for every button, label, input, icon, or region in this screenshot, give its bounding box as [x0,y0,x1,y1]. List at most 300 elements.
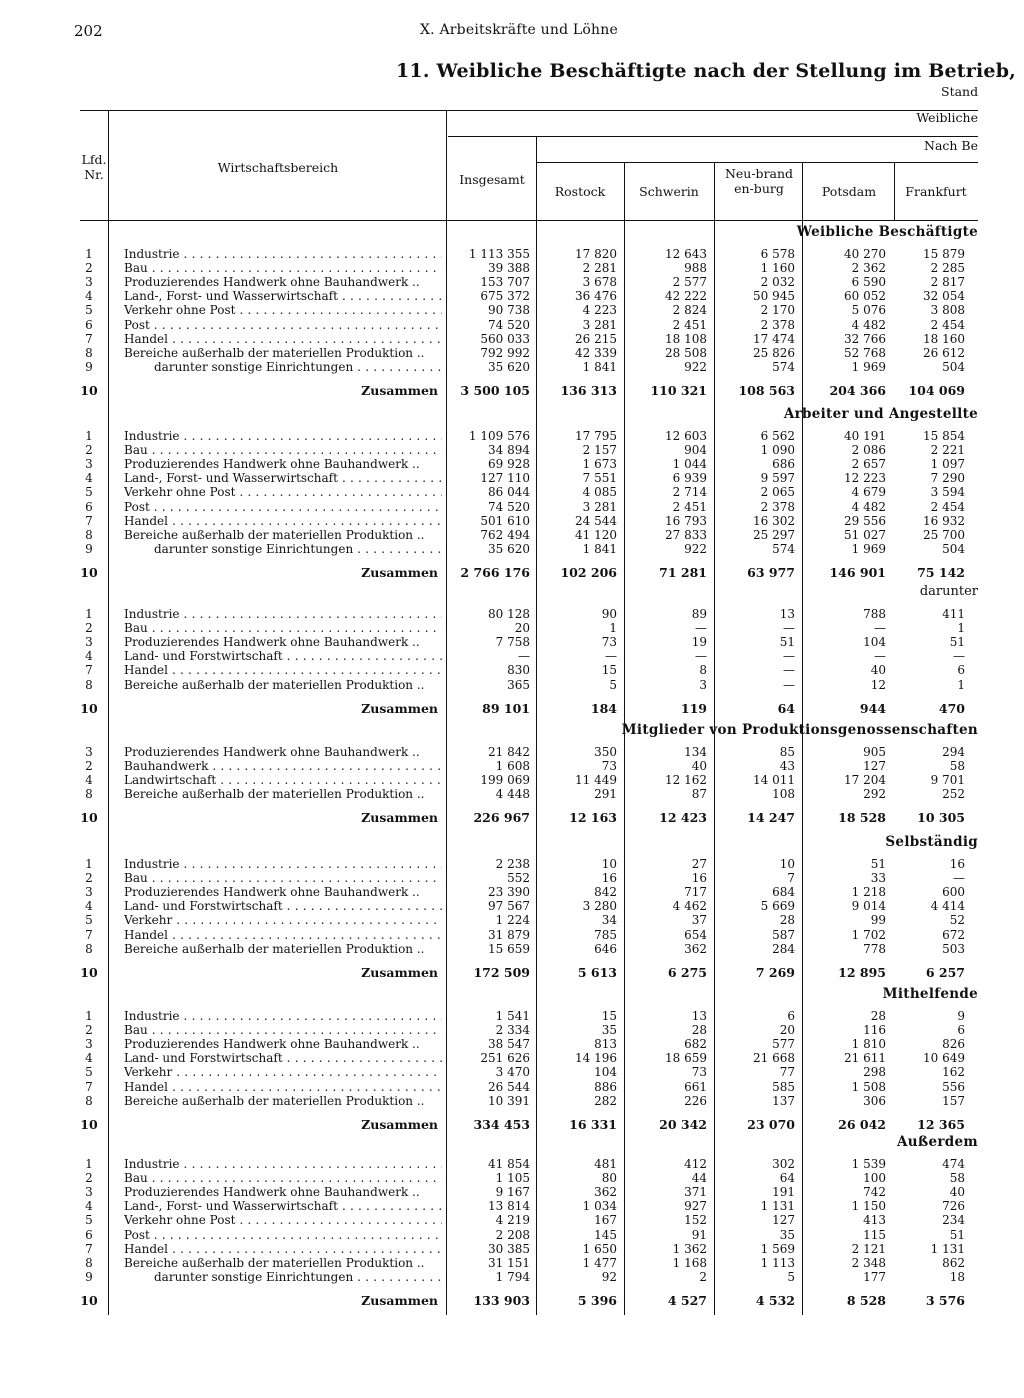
row-number: 3 [85,635,93,650]
table-row [0,303,1024,317]
row-label: Land- und Forstwirtschaft . . . [124,1051,442,1065]
row-number: 8 [85,1093,93,1108]
row-label: Bau . . . [124,621,442,635]
cell-value: — [783,677,795,692]
table-row [0,857,1024,871]
cell-value: 191 [772,1185,795,1200]
cell-value: 5 613 [577,964,617,980]
row-label: Industrie . . . [124,1009,442,1023]
cell-value: 2 170 [760,303,795,318]
row-number: 10 [80,964,98,980]
cell-value: 2 657 [851,457,886,472]
cell-value: 350 [594,745,617,759]
cell-value: 51 [870,857,886,871]
row-number: 4 [85,471,93,486]
cell-value: 100 [863,1171,886,1186]
row-label: Bereiche außerhalb der materiellen Produktion .. [124,1093,425,1108]
cell-value: 3 281 [582,317,617,332]
cell-value: 2 238 [495,857,530,871]
cell-value: 26 544 [488,1079,530,1094]
table-row [0,1256,1024,1270]
cell-value: 3 678 [582,275,617,290]
total-row [0,702,1024,716]
row-label: Industrie . . . [124,607,442,621]
cell-value: 2 451 [672,499,707,514]
cell-value: 12 643 [665,247,707,261]
cell-value: 560 033 [480,331,530,346]
cell-value: 15 854 [923,429,965,443]
row-number: 6 [85,499,93,514]
row-label: Bauhandwerk . . . [124,759,442,773]
cell-value: 26 042 [838,1116,886,1132]
row-label: Produzierendes Handwerk ohne Bauhandwerk .. [124,457,420,472]
cell-value: 69 928 [488,457,530,472]
cell-value: 1 113 [760,1255,795,1270]
cell-value: 64 [779,1171,795,1186]
header-nach: Nach Be [924,138,978,153]
cell-value: 97 567 [488,899,530,914]
cell-value: 1 131 [930,1241,965,1256]
cell-value: 41 854 [488,1157,530,1171]
row-label: Bereiche außerhalb der materiellen Produktion .. [124,527,425,542]
cell-value: 11 449 [575,773,617,788]
row-number: 7 [85,927,93,942]
cell-value: 5 076 [851,303,886,318]
cell-value: 2 348 [851,1255,886,1270]
cell-value: 1 044 [672,457,707,472]
cell-value: 886 [594,1079,617,1094]
table-row [0,1270,1024,1284]
cell-value: 27 833 [665,527,707,542]
cell-value: 12 365 [917,1116,965,1132]
row-label: Industrie . . . [124,247,442,261]
cell-value: 504 [942,541,965,556]
cell-value: 556 [942,1079,965,1094]
cell-value: 9 701 [930,773,965,788]
cell-value: 1 794 [495,1269,530,1284]
cell-value: 904 [684,443,707,458]
row-number: 5 [85,303,93,318]
cell-value: 5 [787,1269,795,1284]
cell-value: 127 110 [480,471,530,486]
cell-value: 1 569 [760,1241,795,1256]
cell-value: 7 290 [930,471,965,486]
row-label: Handel . . . [124,928,442,942]
cell-value: 23 390 [488,885,530,900]
section-title: Mitglieder von Produktionsgenossenschaften [621,722,978,738]
cell-value: 411 [942,607,965,621]
cell-value: 778 [863,941,886,956]
cell-value: 90 [601,607,617,621]
cell-value: 18 659 [665,1051,707,1066]
cell-value: 661 [684,1079,707,1094]
cell-value: 577 [772,1037,795,1052]
cell-value: 15 659 [488,941,530,956]
row-label: Handel . . . [124,514,442,528]
cell-value: 2 032 [760,275,795,290]
cell-value: 115 [863,1227,886,1242]
section-title: Weibliche Beschäftigte [796,224,978,240]
cell-value: 294 [942,745,965,759]
cell-value: 2 577 [672,275,707,290]
cell-value: 2 766 176 [460,564,530,580]
cell-value: 34 894 [488,443,530,458]
cell-value: 17 820 [575,247,617,261]
header-bottom-rule [80,220,978,221]
table-row [0,607,1024,621]
row-number: 3 [85,1037,93,1052]
header-weibliche: Weibliche [916,110,978,125]
cell-value: 23 070 [747,1116,795,1132]
row-label: Bereiche außerhalb der materiellen Produktion .. [124,345,425,360]
row-label: darunter sonstige Einrichtungen . . . [124,360,442,374]
table-row [0,443,1024,457]
cell-value: 14 011 [753,773,795,788]
cell-value: 40 [949,1185,965,1200]
cell-value: 2 121 [851,1241,886,1256]
table-row [0,621,1024,635]
cell-value: 127 [772,1213,795,1228]
cell-value: 334 453 [473,1116,530,1132]
cell-value: 17 795 [575,429,617,443]
cell-value: 52 768 [844,345,886,360]
cell-value: 87 [691,787,707,802]
row-number: 3 [85,275,93,290]
cell-value: 1 362 [672,1241,707,1256]
cell-value: 2 378 [760,317,795,332]
cell-value: 12 895 [838,964,886,980]
cell-value: 2 208 [495,1227,530,1242]
cell-value: 16 [949,857,965,871]
cell-value: 3 500 105 [460,382,530,398]
cell-value: 2 817 [930,275,965,290]
cell-value: 252 [942,787,965,802]
cell-value: 6 257 [925,964,965,980]
row-number: 4 [85,649,93,664]
cell-value: 7 269 [755,964,795,980]
cell-value: 16 [691,871,707,886]
table-row [0,247,1024,261]
table-row [0,773,1024,787]
row-number: 5 [85,485,93,500]
cell-value: 574 [772,359,795,374]
cell-value: 362 [594,1185,617,1200]
cell-value: 905 [863,745,886,759]
row-number: 4 [85,1199,93,1214]
cell-value: 16 331 [569,1116,617,1132]
row-number: 7 [85,663,93,678]
cell-value: 922 [684,359,707,374]
cell-value: 1 168 [672,1255,707,1270]
cell-value: 134 [684,745,707,759]
cell-value: 1 113 355 [468,247,530,261]
cell-value: 73 [601,759,617,774]
cell-value: 2 824 [672,303,707,318]
row-number: 10 [80,564,98,580]
cell-value: 60 052 [844,289,886,304]
section-title: Außerdem [897,1134,978,1150]
cell-value: 481 [594,1157,617,1171]
cell-value: 413 [863,1213,886,1228]
row-number: 2 [85,871,93,886]
cell-value: 40 [870,663,886,678]
cell-value: 58 [949,1171,965,1186]
cell-value: 21 668 [753,1051,795,1066]
cell-value: 251 626 [480,1051,530,1066]
table-row [0,1009,1024,1023]
page-number: 202 [74,22,103,40]
row-number: 2 [85,759,93,774]
cell-value: 12 163 [569,810,617,826]
cell-value: 28 508 [665,345,707,360]
cell-value: 2 714 [672,485,707,500]
cell-value: 302 [772,1157,795,1171]
cell-value: 226 967 [473,810,530,826]
cell-value: 2 281 [582,261,617,276]
cell-value: 2 086 [851,443,886,458]
cell-value: 18 160 [923,331,965,346]
table-row [0,1094,1024,1108]
cell-value: 20 [779,1023,795,1038]
cell-value: 6 939 [672,471,707,486]
cell-value: 51 [949,635,965,650]
row-number: 8 [85,941,93,956]
cell-value: 1 [609,621,617,636]
cell-value: 862 [942,1255,965,1270]
cell-value: 2 362 [851,261,886,276]
cell-value: 119 [680,700,707,716]
cell-value: 91 [691,1227,707,1242]
cell-value: 27 [691,857,707,871]
row-number: 2 [85,1023,93,1038]
cell-value: 34 [601,913,617,928]
total-row [0,384,1024,398]
row-label: Handel . . . [124,1080,442,1094]
cell-value: 42 339 [575,345,617,360]
cell-value: 136 313 [560,382,617,398]
row-label: Verkehr . . . [124,913,442,927]
table-title-continuation: Stand [941,84,979,99]
cell-value: 675 372 [480,289,530,304]
table-row [0,261,1024,275]
table-row [0,1080,1024,1094]
cell-value: 2 334 [495,1023,530,1038]
cell-value: 4 219 [495,1213,530,1228]
cell-value: 8 [699,663,707,678]
cell-value: — [695,621,707,636]
row-label: Post . . . [124,500,442,514]
row-number: 8 [85,677,93,692]
cell-value: 26 612 [923,345,965,360]
cell-value: 146 901 [829,564,886,580]
cell-value: 2 451 [672,317,707,332]
cell-value: — [518,649,530,664]
cell-value: 12 162 [665,773,707,788]
cell-value: 10 [779,857,795,871]
row-number: 7 [85,1079,93,1094]
cell-value: 788 [863,607,886,621]
cell-value: 306 [863,1093,886,1108]
row-number: 8 [85,787,93,802]
cell-value: 3 808 [930,303,965,318]
cell-value: 32 766 [844,331,886,346]
table-row [0,663,1024,677]
row-number: 9 [85,541,93,556]
header-mid-rule [448,136,978,137]
cell-value: 1 702 [851,927,886,942]
cell-value: 830 [507,663,530,678]
row-number: 10 [80,700,98,716]
row-label: Bereiche außerhalb der materiellen Produktion .. [124,677,425,692]
cell-value: 199 069 [480,773,530,788]
row-label: Bau . . . [124,1023,442,1037]
cell-value: 762 494 [480,527,530,542]
row-number: 9 [85,1269,93,1284]
cell-value: 2 454 [930,499,965,514]
cell-value: 1 131 [760,1199,795,1214]
cell-value: 2 221 [930,443,965,458]
cell-value: 1 097 [930,457,965,472]
cell-value: 1 508 [851,1079,886,1094]
cell-value: 12 603 [665,429,707,443]
cell-value: 1 841 [582,359,617,374]
row-number: 4 [85,289,93,304]
cell-value: 104 069 [908,382,965,398]
cell-value: 552 [507,871,530,886]
cell-value: 20 342 [659,1116,707,1132]
cell-value: 7 551 [582,471,617,486]
cell-value: — [783,621,795,636]
cell-value: 4 085 [582,485,617,500]
row-number: 8 [85,1255,93,1270]
row-label: Verkehr ohne Post . . . [124,1213,442,1227]
cell-value: 6 [957,1023,965,1038]
total-label: Zusammen [361,383,438,398]
table-row [0,942,1024,956]
cell-value: 58 [949,759,965,774]
row-label: Verkehr ohne Post . . . [124,485,442,499]
table-row [0,514,1024,528]
cell-value: 177 [863,1269,886,1284]
cell-value: 133 903 [473,1292,530,1308]
cell-value: 4 414 [930,899,965,914]
cell-value: 152 [684,1213,707,1228]
cell-value: — [953,871,965,886]
cell-value: 15 [601,663,617,678]
cell-value: 3 470 [495,1065,530,1080]
cell-value: 504 [942,359,965,374]
cell-value: 3 280 [582,899,617,914]
cell-value: 585 [772,1079,795,1094]
table-row [0,1228,1024,1242]
row-number: 2 [85,1171,93,1186]
cell-value: 1 [957,621,965,636]
row-label: Bereiche außerhalb der materiellen Produktion .. [124,787,425,802]
cell-value: 28 [870,1009,886,1023]
cell-value: 291 [594,787,617,802]
row-label: Land- und Forstwirtschaft . . . [124,649,442,663]
cell-value: 10 [601,857,617,871]
row-label: Post . . . [124,1228,442,1242]
table-row [0,928,1024,942]
cell-value: 501 610 [480,513,530,528]
cell-value: 474 [942,1157,965,1171]
cell-value: 51 027 [844,527,886,542]
cell-value: 1 650 [582,1241,617,1256]
table-row [0,1242,1024,1256]
cell-value: 3 281 [582,499,617,514]
cell-value: 1 541 [495,1009,530,1023]
cell-value: 4 448 [495,787,530,802]
header-sub-rule [536,162,978,163]
cell-value: 4 527 [667,1292,707,1308]
cell-value: 1 [957,677,965,692]
total-label: Zusammen [361,701,438,716]
cell-value: 927 [684,1199,707,1214]
row-number: 1 [85,607,93,621]
cell-value: 90 738 [488,303,530,318]
cell-value: 9 167 [495,1185,530,1200]
row-number: 1 [85,1009,93,1023]
cell-value: 21 611 [844,1051,886,1066]
row-label: Produzierendes Handwerk ohne Bauhandwerk .. [124,635,420,650]
table-row [0,275,1024,289]
cell-value: 1 090 [760,443,795,458]
row-number: 8 [85,527,93,542]
header-wirtschaftsbereich: Wirtschaftsbereich [217,160,339,175]
row-label: Produzierendes Handwerk ohne Bauhandwerk .. [124,745,420,759]
table-row [0,318,1024,332]
row-number: 2 [85,443,93,458]
row-number: 6 [85,1227,93,1242]
cell-value: 12 423 [659,810,707,826]
cell-value: 2 065 [760,485,795,500]
row-label: Industrie . . . [124,1157,442,1171]
cell-value: 1 218 [851,885,886,900]
cell-value: 3 [699,677,707,692]
cell-value: 85 [779,745,795,759]
cell-value: 110 321 [650,382,707,398]
cell-value: 51 [949,1227,965,1242]
total-label: Zusammen [361,965,438,980]
table-row [0,360,1024,374]
total-label: Zusammen [361,1117,438,1132]
cell-value: 17 474 [753,331,795,346]
cell-value: 19 [691,635,707,650]
cell-value: 63 977 [747,564,795,580]
cell-value: 35 620 [488,359,530,374]
cell-value: 13 814 [488,1199,530,1214]
cell-value: 4 482 [851,317,886,332]
header-top-rule [80,110,978,111]
cell-value: 6 562 [760,429,795,443]
cell-value: 574 [772,541,795,556]
row-number: 9 [85,359,93,374]
cell-value: 284 [772,941,795,956]
cell-value: 35 620 [488,541,530,556]
row-label: Bau . . . [124,871,442,885]
row-number: 2 [85,621,93,636]
cell-value: 842 [594,885,617,900]
cell-value: 104 [863,635,886,650]
cell-value: 1 539 [851,1157,886,1171]
cell-value: 24 544 [575,513,617,528]
table-row [0,1171,1024,1185]
cell-value: 99 [870,913,886,928]
cell-value: 41 120 [575,527,617,542]
cell-value: 10 649 [923,1051,965,1066]
row-label: Land-, Forst- und Wasserwirtschaft . . . [124,289,442,303]
